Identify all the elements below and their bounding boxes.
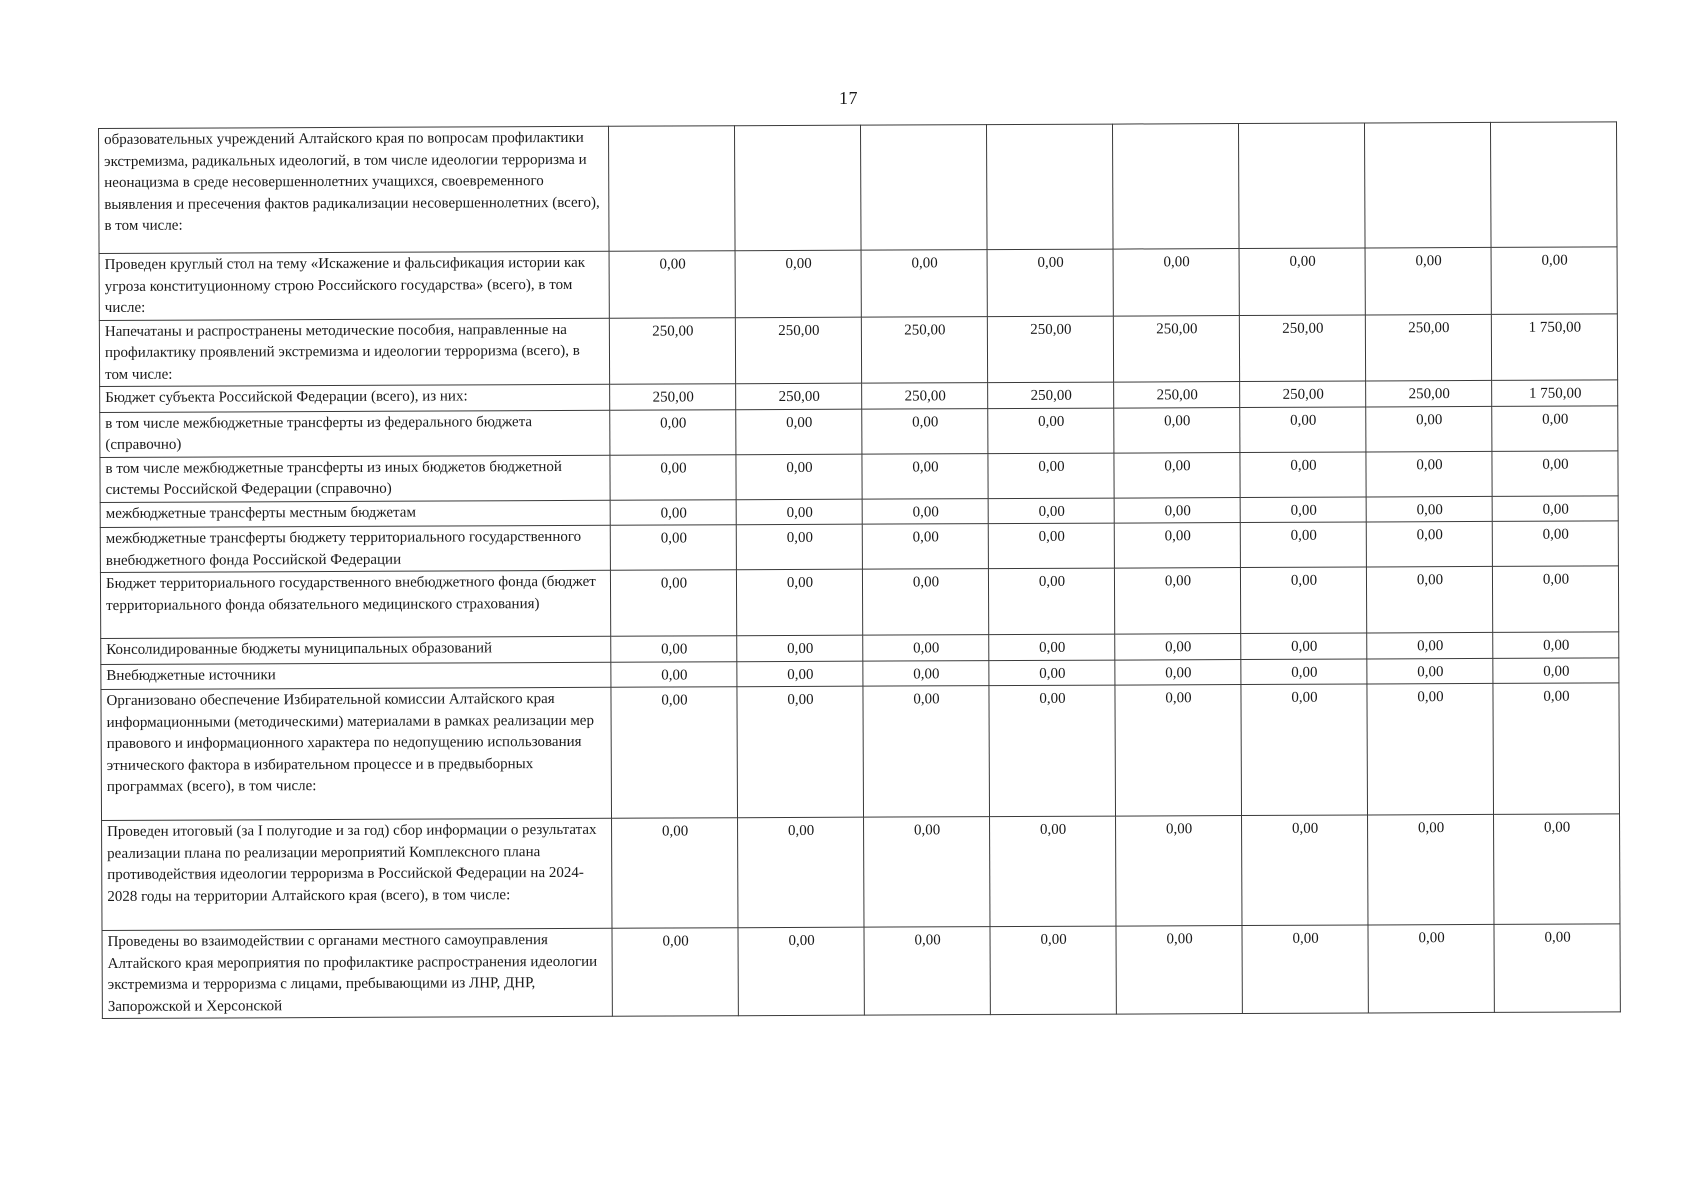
table-row (99, 313, 1617, 386)
row-description: образовательных учреждений Алтайского края по вопросам профилактики экстремизма, радикальных идеологий, в том числе идеологии терроризма и неонацизма в среде несовершеннолетних учащихся, своевременного выявления и пресечения фактов радикализации несовершеннолетних (всего), в том числе: (99, 126, 610, 253)
cell-year-4: 0,00 (988, 498, 1114, 524)
cell-year-4 (986, 124, 1113, 250)
cell-year-1: 0,00 (610, 499, 736, 525)
cell-year-1: 0,00 (612, 818, 738, 929)
cell-year-5: 0,00 (1114, 407, 1240, 453)
cell-year-6: 0,00 (1242, 925, 1368, 1014)
cell-year-3: 250,00 (862, 383, 988, 409)
cell-year-3: 0,00 (861, 250, 987, 317)
cell-year-5: 0,00 (1114, 568, 1240, 635)
table-row (102, 924, 1620, 1019)
cell-year-2 (734, 125, 861, 251)
cell-year-6: 0,00 (1241, 684, 1368, 816)
row-description: межбюджетные трансферты бюджету территориального государственного внебюджетного фонда Российской Федерации (100, 525, 610, 572)
cell-year-5 (1112, 124, 1239, 250)
cell-year-6: 0,00 (1242, 815, 1368, 926)
budget-table-body (99, 122, 1621, 1019)
table-row (100, 521, 1618, 573)
cell-year-7: 250,00 (1365, 314, 1491, 381)
cell-year-7: 250,00 (1366, 380, 1492, 406)
cell-year-5: 0,00 (1114, 497, 1240, 523)
cell-year-2: 0,00 (736, 409, 862, 455)
cell-total (1490, 122, 1617, 248)
cell-year-6: 0,00 (1240, 406, 1366, 452)
cell-year-7: 0,00 (1366, 496, 1492, 522)
table-row (100, 405, 1618, 457)
cell-year-2: 0,00 (736, 454, 862, 500)
cell-year-1 (608, 126, 735, 252)
cell-year-1: 0,00 (610, 570, 736, 637)
cell-year-2: 0,00 (737, 686, 864, 818)
cell-year-4: 0,00 (988, 568, 1114, 635)
table-row (99, 122, 1618, 254)
cell-year-7: 0,00 (1368, 814, 1494, 925)
cell-year-1: 0,00 (611, 636, 737, 662)
cell-year-6: 0,00 (1241, 633, 1367, 659)
cell-year-5: 250,00 (1113, 315, 1239, 382)
cell-year-3: 0,00 (863, 686, 990, 818)
cell-year-2: 0,00 (738, 927, 864, 1016)
cell-year-6: 0,00 (1240, 567, 1366, 634)
cell-year-7: 0,00 (1366, 406, 1492, 452)
cell-year-5: 0,00 (1115, 685, 1242, 817)
cell-year-3: 250,00 (861, 316, 987, 383)
cell-year-7: 0,00 (1366, 566, 1492, 633)
cell-year-3: 0,00 (862, 569, 988, 636)
cell-total: 0,00 (1492, 450, 1618, 496)
cell-year-5: 0,00 (1115, 659, 1241, 685)
cell-year-3: 0,00 (863, 660, 989, 686)
cell-year-7: 0,00 (1368, 924, 1494, 1013)
cell-year-3: 0,00 (864, 817, 990, 928)
cell-year-2: 0,00 (737, 635, 863, 661)
cell-year-1: 250,00 (609, 317, 735, 384)
cell-year-2: 0,00 (736, 524, 862, 570)
page-number: 17 (839, 88, 858, 108)
cell-total: 0,00 (1492, 495, 1618, 521)
cell-total: 1 750,00 (1491, 313, 1617, 380)
cell-year-4: 0,00 (990, 816, 1116, 927)
row-description: Проведен итоговый (за I полугодие и за год) сбор информации о результатах реализации плана по реализации мероприятий Комплексного плана противодействия идеологии терроризма в Российской Федерации на 2024-2028 годы на территории Алтайского края (всего), в том числе: (102, 818, 612, 930)
cell-year-1: 0,00 (611, 661, 737, 687)
cell-total: 0,00 (1494, 924, 1620, 1013)
cell-year-4: 0,00 (988, 523, 1114, 569)
cell-year-5: 250,00 (1114, 382, 1240, 408)
cell-year-7: 0,00 (1366, 451, 1492, 497)
cell-year-5: 0,00 (1115, 634, 1241, 660)
cell-year-1: 0,00 (610, 454, 736, 500)
row-description: межбюджетные трансферты местным бюджетам (100, 500, 610, 528)
cell-year-2: 0,00 (735, 250, 861, 317)
table-row (100, 450, 1618, 502)
cell-year-1: 0,00 (612, 928, 738, 1017)
cell-year-3 (860, 125, 987, 251)
cell-year-3: 0,00 (862, 408, 988, 454)
table-row (102, 814, 1620, 931)
cell-year-7: 0,00 (1367, 683, 1494, 815)
cell-year-6: 0,00 (1240, 522, 1366, 568)
cell-year-2: 250,00 (736, 383, 862, 409)
row-description: Напечатаны и распространены методические пособия, направленные на профилактику проявлений экстремизма и идеологии терроризма (всего), в том числе: (99, 318, 609, 387)
row-description: Организовано обеспечение Избирательной комиссии Алтайского края информационными (методическими) материалами в рамках реализации мер правового и информационного характера по недопущению использования этнического фактора в избирательном процессе и в предвыборных программах (всего), в том числе: (101, 687, 612, 820)
cell-year-7: 0,00 (1365, 247, 1491, 314)
cell-total: 0,00 (1493, 657, 1619, 683)
cell-year-6: 0,00 (1241, 658, 1367, 684)
cell-year-2: 0,00 (736, 569, 862, 636)
cell-year-6: 0,00 (1240, 496, 1366, 522)
cell-total: 0,00 (1493, 632, 1619, 658)
cell-year-7 (1364, 122, 1491, 248)
cell-year-4: 250,00 (987, 316, 1113, 383)
cell-year-1: 0,00 (610, 409, 736, 455)
table-row (99, 247, 1617, 320)
row-description: в том числе межбюджетные трансферты из иных бюджетов бюджетной системы Российской Федерации (справочно) (100, 455, 610, 502)
cell-year-4: 0,00 (988, 453, 1114, 499)
cell-year-6: 250,00 (1240, 381, 1366, 407)
cell-year-4: 250,00 (988, 382, 1114, 408)
cell-total: 0,00 (1491, 247, 1617, 314)
cell-year-4: 0,00 (987, 249, 1113, 316)
cell-total: 0,00 (1492, 566, 1618, 633)
cell-total: 0,00 (1492, 521, 1618, 567)
budget-table (98, 121, 1621, 1019)
cell-year-7: 0,00 (1366, 521, 1492, 567)
cell-year-2: 0,00 (737, 661, 863, 687)
row-description: Проведен круглый стол на тему «Искажение и фальсификация истории как угроза конституционному строю Российского государства» (всего), в том числе: (99, 251, 609, 320)
cell-total: 0,00 (1492, 405, 1618, 451)
cell-year-4: 0,00 (989, 685, 1116, 817)
row-description: Бюджет территориального государственного внебюджетного фонда (бюджет территориального фонда обязательного медицинского страхования) (100, 570, 610, 638)
cell-total: 0,00 (1493, 683, 1620, 815)
cell-year-4: 0,00 (989, 634, 1115, 660)
cell-year-1: 0,00 (610, 525, 736, 571)
cell-year-6: 0,00 (1240, 451, 1366, 497)
cell-year-5: 0,00 (1116, 816, 1242, 927)
table-row (101, 683, 1620, 821)
cell-year-6: 0,00 (1239, 248, 1365, 315)
row-description: Проведены во взаимодействии с органами местного самоуправления Алтайского края мероприятия по профилактике распространения идеологии экстремизма и терроризма с лицами, пребывающими из ЛНР, ДНР, Запорожской и Херсонской (102, 928, 612, 1018)
cell-year-3: 0,00 (862, 453, 988, 499)
cell-year-7: 0,00 (1367, 632, 1493, 658)
row-description: Консолидированные бюджеты муниципальных образований (101, 636, 611, 664)
row-description: в том числе межбюджетные трансферты из федерального бюджета (справочно) (100, 410, 610, 457)
cell-total: 0,00 (1494, 814, 1620, 925)
cell-year-2: 0,00 (738, 817, 864, 928)
cell-year-7: 0,00 (1367, 658, 1493, 684)
cell-year-6 (1238, 123, 1365, 249)
cell-year-4: 0,00 (990, 926, 1116, 1015)
cell-year-5: 0,00 (1113, 249, 1239, 316)
cell-total: 1 750,00 (1492, 380, 1618, 406)
cell-year-5: 0,00 (1114, 523, 1240, 569)
cell-year-5: 0,00 (1116, 926, 1242, 1015)
cell-year-5: 0,00 (1114, 452, 1240, 498)
row-description: Внебюджетные источники (101, 662, 611, 690)
cell-year-2: 250,00 (735, 317, 861, 384)
cell-year-1: 250,00 (610, 384, 736, 410)
cell-year-6: 250,00 (1239, 314, 1365, 381)
cell-year-3: 0,00 (864, 927, 990, 1016)
cell-year-1: 0,00 (611, 687, 738, 819)
cell-year-1: 0,00 (609, 251, 735, 318)
cell-year-2: 0,00 (736, 499, 862, 525)
table-row (100, 566, 1618, 639)
cell-year-3: 0,00 (863, 635, 989, 661)
row-description: Бюджет субъекта Российской Федерации (всего), из них: (100, 384, 610, 412)
cell-year-3: 0,00 (862, 524, 988, 570)
cell-year-4: 0,00 (989, 660, 1115, 686)
cell-year-3: 0,00 (862, 498, 988, 524)
cell-year-4: 0,00 (988, 408, 1114, 454)
